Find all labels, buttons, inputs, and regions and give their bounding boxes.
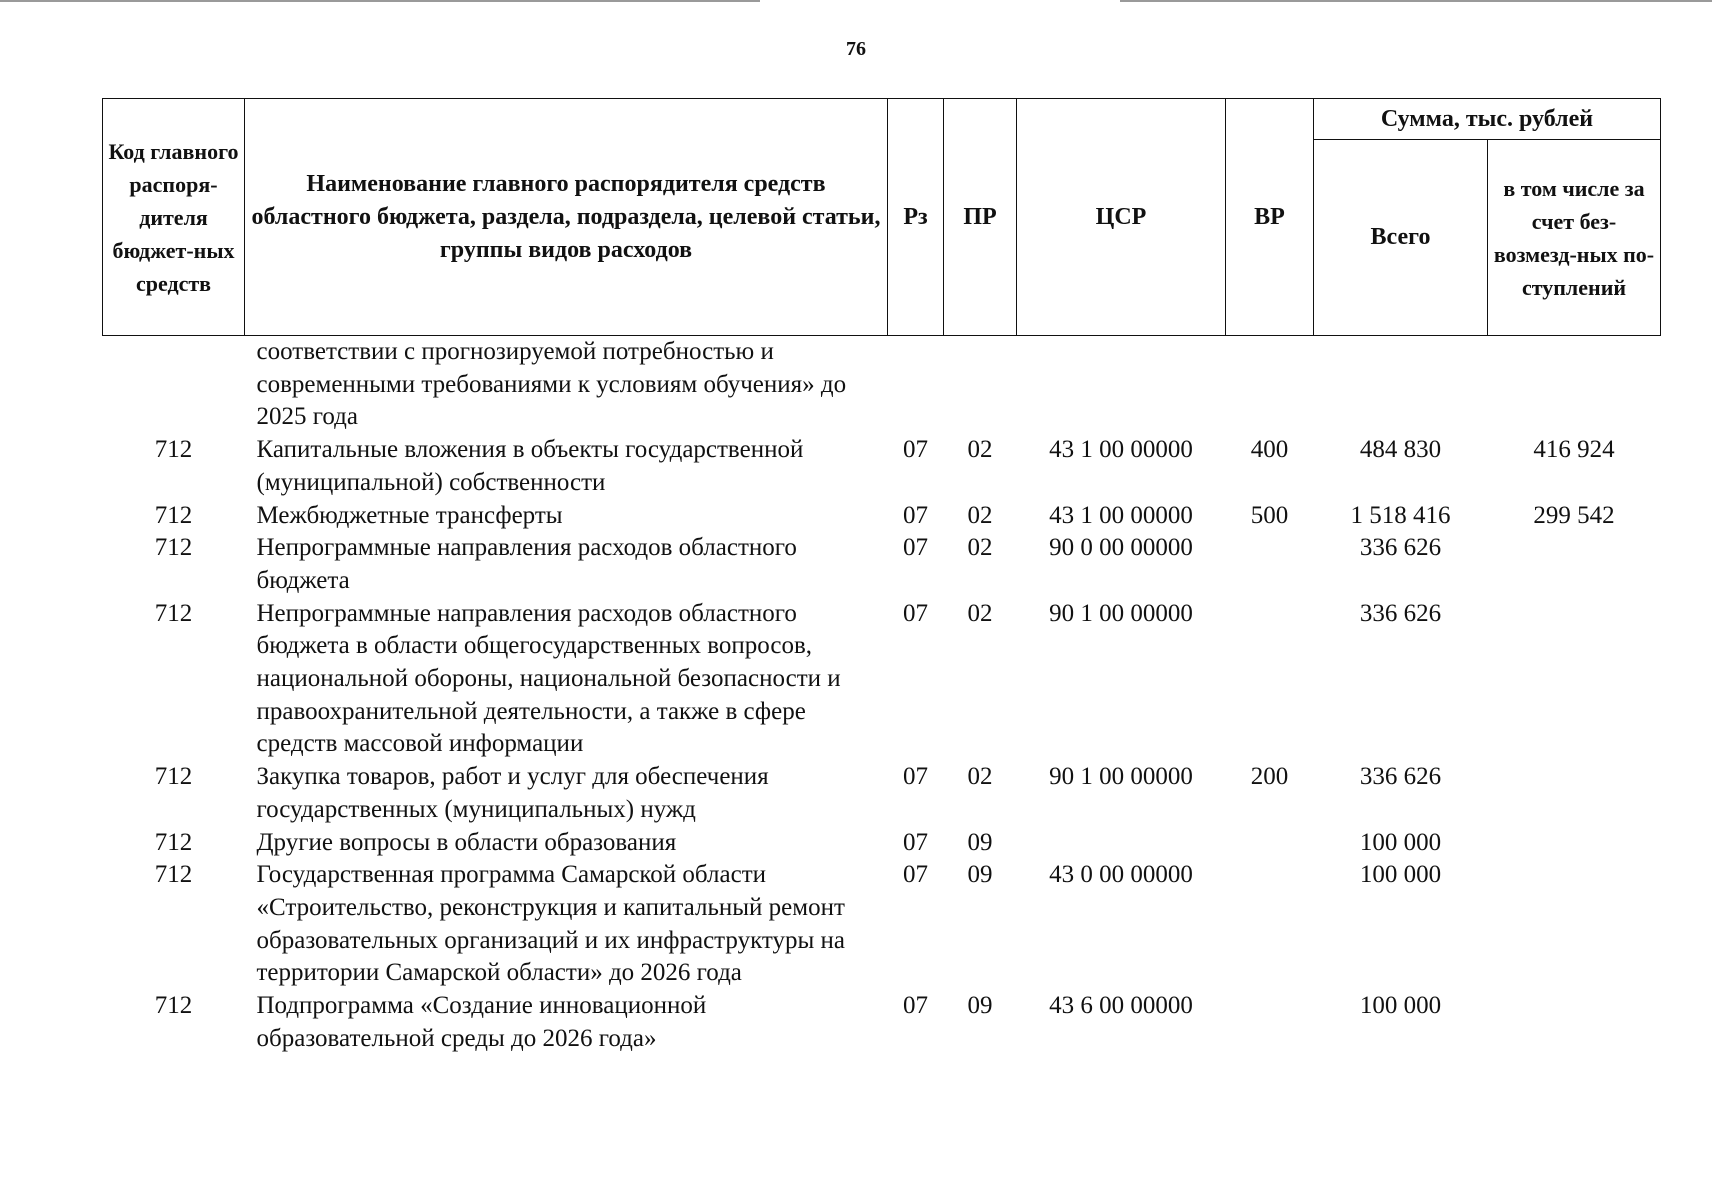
cell-code: 712 [154,599,193,627]
cell-rz [888,336,944,435]
cell-csr: 90 0 00 00000 [1049,534,1193,562]
table-row [103,827,1661,860]
cell-csr: 90 1 00 00000 [1049,599,1193,627]
cell-total: 100 000 [1359,861,1442,889]
cell-total: 336 626 [1359,534,1442,562]
budget-table [102,98,1661,1055]
cell-vr [1226,827,1314,860]
cell-rz: 07 [903,501,928,529]
cell-csr [1017,827,1226,860]
cell-total: 100 000 [1359,992,1442,1020]
cell-code: 712 [154,501,193,529]
cell-pr: 02 [967,534,993,562]
header-pr: ПР [944,99,1017,336]
cell-vr [1226,336,1314,435]
cell-total [1314,336,1488,435]
cell-code [103,336,245,435]
table-row [103,532,1661,597]
cell-free [1488,859,1661,990]
cell-free [1488,827,1661,860]
cell-csr: 43 6 00 00000 [1049,992,1193,1020]
cell-pr: 02 [967,599,993,627]
cell-rz: 07 [903,763,928,791]
cell-name: Капитальные вложения в объекты государственной (муниципальной) собственности [256,436,804,496]
cell-rz: 07 [903,828,928,856]
cell-pr: 02 [967,763,993,791]
cell-rz: 07 [903,861,928,889]
cell-rz: 07 [903,599,928,627]
cell-name: Закупка товаров, работ и услуг для обеспечения государственных (муниципальных) нужд [256,763,769,823]
cell-name: Непрограммные направления расходов областного бюджета [256,534,797,594]
table-row [103,500,1661,533]
header-vr: ВР [1226,99,1314,336]
header-csr: ЦСР [1017,99,1226,336]
cell-free: 299 542 [1533,501,1615,529]
cell-rz: 07 [903,436,928,464]
header-free: в том числе за счет без-возмезд-ных по-ступлений [1488,140,1661,336]
table-row [103,990,1661,1055]
cell-total: 336 626 [1359,599,1442,627]
cell-rz: 07 [903,534,928,562]
cell-total: 484 830 [1359,436,1442,464]
table-row [103,434,1661,499]
cell-pr: 02 [967,501,993,529]
header-code: Код главного распоря-дителя бюджет-ных средств [103,99,245,336]
cell-vr: 500 [1250,501,1289,529]
header-rz: Рз [888,99,944,336]
cell-free [1488,761,1661,826]
cell-name: Государственная программа Самарской области «Строительство, реконструкция и капитальный ремонт образовательных организаций и их инфраструктуры на территории Самарской области» до 2026 года [256,861,846,987]
cell-total: 1 518 416 [1350,501,1451,529]
cell-pr [944,336,1017,435]
cell-free [1488,336,1661,435]
cell-code: 712 [154,828,193,856]
cell-csr: 43 0 00 00000 [1049,861,1193,889]
header-sum-group: Сумма, тыс. рублей [1314,99,1661,140]
cell-free [1488,532,1661,597]
scan-edge-line [0,0,760,2]
cell-name: соответствии с прогнозируемой потребностью и современными требованиями к условиям обучения» до 2025 года [256,338,847,431]
cell-name: Межбюджетные трансферты [256,501,563,529]
cell-csr [1017,336,1226,435]
cell-csr: 90 1 00 00000 [1049,763,1193,791]
cell-csr: 43 1 00 00000 [1049,436,1193,464]
table-row [103,761,1661,826]
cell-name: Другие вопросы в области образования [256,828,677,856]
cell-code: 712 [154,534,193,562]
cell-code: 712 [154,992,193,1020]
cell-vr [1226,598,1314,762]
cell-pr: 09 [967,861,993,889]
cell-total: 100 000 [1359,828,1442,856]
cell-code: 712 [154,436,193,464]
table-row [103,598,1661,762]
cell-name: Подпрограмма «Создание инновационной образовательной среды до 2026 года» [256,992,707,1052]
cell-csr: 43 1 00 00000 [1049,501,1193,529]
cell-total: 336 626 [1359,763,1442,791]
cell-vr [1226,859,1314,990]
scan-edge-line [1120,0,1712,2]
table-row [103,859,1661,990]
cell-vr [1226,532,1314,597]
cell-code: 712 [154,763,193,791]
cell-vr [1226,990,1314,1055]
cell-pr: 02 [967,436,993,464]
cell-vr: 400 [1250,436,1289,464]
cell-pr: 09 [967,828,993,856]
cell-code: 712 [154,861,193,889]
cell-name: Непрограммные направления расходов областного бюджета в области общегосударственных вопросов, национальной обороны, национальной безопасности и правоохранительной деятельности, а также в сфере средств массовой информации [256,599,841,758]
cell-rz: 07 [903,992,928,1020]
page-number: 76 [846,38,866,60]
cell-free [1488,990,1661,1055]
table-row [103,336,1661,435]
header-name: Наименование главного распорядителя средств областного бюджета, раздела, подраздела, целевой статьи, группы видов расходов [245,99,888,336]
cell-vr: 200 [1250,763,1289,791]
cell-free [1488,598,1661,762]
cell-pr: 09 [967,992,993,1020]
cell-free: 416 924 [1533,436,1615,464]
header-total: Всего [1314,140,1488,336]
